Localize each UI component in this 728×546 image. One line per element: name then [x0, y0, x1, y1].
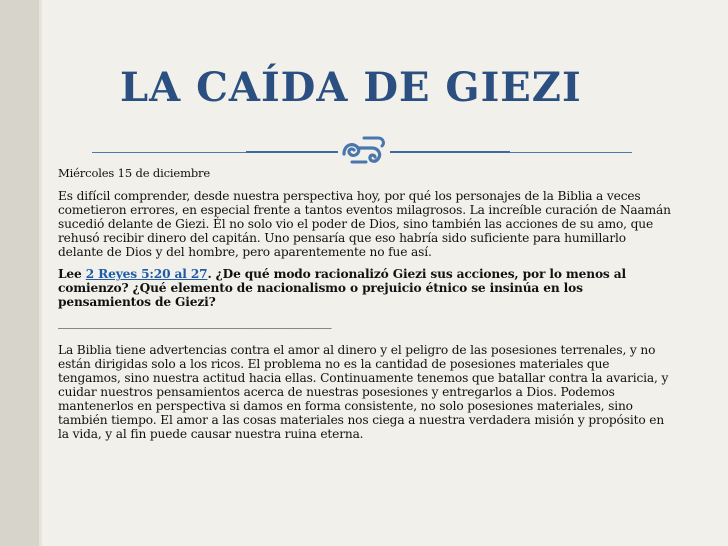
- divider-left-accent: [246, 151, 338, 153]
- paragraph-reflection: La Biblia tiene advertencias contra el amor al dinero y el peligro de las posesiones terrenales, y no están dirigidas solo a los ricos. El problema no es la cantidad de posesiones materiales que tengamos, sino nuestra actitud hacia ellas. Continuamente tenemos que batallar contra la avaricia, y cuidar nuestros pensamientos acerca de nuestras posesiones y entregarlos a Dios. Podemos mantenerlos en perspectiva si damos en forma consistente, no solo posesiones materiales, sino también tiempo. El amor a las cosas materiales nos ciega a nuestra verdadera misión y propósito en la vida, y al fin puede causar nuestra ruina eterna.: [58, 343, 669, 441]
- answer-line: ______________________________________________: [58, 315, 332, 329]
- slide-title: LA CAÍDA DE GIEZI: [120, 64, 582, 111]
- date-label: Miércoles 15 de diciembre: [58, 166, 211, 180]
- study-question: [58, 267, 674, 309]
- divider-right-accent: [390, 151, 510, 153]
- left-band: [0, 0, 42, 546]
- bible-reference-link[interactable]: 2 Reyes 5:20 al 27: [85, 267, 208, 281]
- question-text: . ¿De qué modo racionalizó Giezi sus acciones, por lo menos al comienzo? ¿Qué elemento de nacionalismo o prejuicio étnico se insinúa en los pensamientos de Giezi?: [58, 267, 626, 309]
- slide-body: [58, 166, 674, 449]
- question-prefix: Lee: [58, 267, 86, 281]
- paragraph-intro: Es difícil comprender, desde nuestra perspectiva hoy, por qué los personajes de la Biblia a veces cometieron errores, en especial frente a tantos eventos milagrosos. La increíble curación de Naamán sucedió delante de Giezi. Él no solo vio el poder de Dios, sino también las acciones de su amo, que rehusó recibir dinero del capitán. Uno pensaría que eso habría sido suficiente para humillarlo delante de Dios y del hombre, pero aparentemente no fue así.: [58, 189, 671, 259]
- scroll-flourish-icon: [338, 132, 390, 168]
